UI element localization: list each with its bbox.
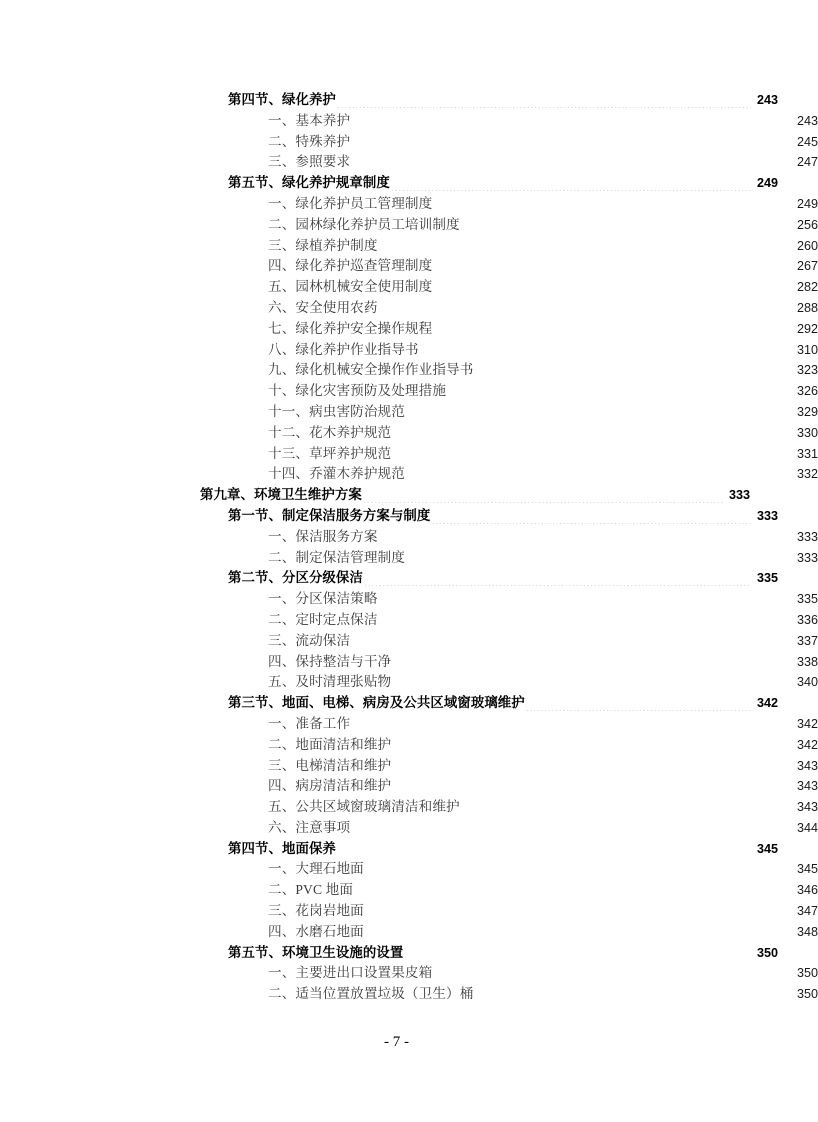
toc-dot-leader — [406, 419, 791, 420]
toc-entry-page-number: 331 — [796, 446, 818, 461]
toc-entry-title: 三、电梯清洁和维护 — [268, 757, 392, 773]
toc-entry-page-number: 338 — [796, 654, 818, 669]
toc-entry-title: 七、绿化养护安全操作规程 — [268, 320, 433, 336]
toc-entry-section[interactable] — [228, 943, 778, 964]
toc-entry-title: 四、病房清洁和维护 — [268, 778, 392, 794]
toc-dot-leader — [379, 544, 791, 545]
toc-entry-page-number: 310 — [796, 342, 818, 357]
toc-entry-page-number: 342 — [756, 696, 778, 711]
toc-entry-title: 一、分区保洁策略 — [268, 591, 378, 607]
toc-dot-leader — [474, 1001, 791, 1002]
toc-entry-item[interactable] — [268, 256, 818, 277]
toc-entry-title: 第四节、绿化养护 — [228, 92, 336, 107]
toc-entry-item[interactable] — [268, 776, 818, 797]
toc-entry-item[interactable] — [268, 402, 818, 423]
toc-entry-page-number: 329 — [796, 404, 818, 419]
toc-dot-leader — [364, 585, 751, 586]
toc-entry-page-number: 340 — [796, 675, 818, 690]
toc-entry-title: 一、准备工作 — [268, 715, 351, 731]
toc-entry-item[interactable] — [268, 298, 818, 319]
toc-dot-leader — [406, 564, 791, 565]
toc-entry-page-number: 344 — [796, 820, 818, 835]
toc-entry-title: 五、园林机械安全使用制度 — [268, 279, 433, 295]
toc-dot-leader — [433, 294, 791, 295]
toc-entry-page-number: 267 — [796, 259, 818, 274]
toc-entry-title: 第五节、绿化养护规章制度 — [228, 175, 390, 191]
toc-entry-title: 八、绿化养护作业指导书 — [268, 341, 419, 357]
toc-entry-item[interactable] — [268, 859, 818, 880]
toc-entry-item[interactable] — [268, 631, 818, 652]
toc-entry-title: 三、花岗岩地面 — [268, 903, 364, 919]
toc-entry-title: 十、绿化灾害预防及处理措施 — [268, 383, 447, 399]
toc-dot-leader — [337, 107, 751, 108]
toc-dot-leader — [351, 128, 791, 129]
toc-entry-page-number: 256 — [796, 217, 818, 232]
toc-entry-page-number: 243 — [756, 93, 778, 107]
toc-dot-leader — [392, 689, 791, 690]
toc-entry-item[interactable] — [268, 672, 818, 693]
toc-entry-page-number: 245 — [796, 134, 818, 149]
toc-dot-leader — [433, 273, 791, 274]
toc-dot-leader — [351, 148, 791, 149]
page-number-label: - 7 - — [384, 1034, 409, 1050]
toc-entry-title: 一、保洁服务方案 — [268, 528, 378, 544]
toc-entry-title: 二、地面清洁和维护 — [268, 736, 392, 752]
toc-entry-page-number: 345 — [796, 862, 818, 877]
toc-entry-title: 第二节、分区分级保洁 — [228, 570, 363, 586]
toc-entry-item[interactable] — [268, 340, 818, 361]
toc-entry-page-number: 343 — [796, 800, 818, 815]
toc-entry-item[interactable] — [268, 215, 818, 236]
toc-entry-item[interactable] — [268, 236, 818, 257]
toc-entry-title: 四、保持整洁与干净 — [268, 653, 392, 669]
toc-dot-leader — [351, 169, 791, 170]
toc-entry-page-number: 342 — [796, 737, 818, 752]
toc-entry-item[interactable] — [268, 880, 818, 901]
toc-entry-page-number: 337 — [796, 633, 818, 648]
toc-entry-item[interactable] — [268, 319, 818, 340]
toc-entry-item[interactable] — [268, 381, 818, 402]
toc-dot-leader — [420, 356, 791, 357]
toc-entry-item[interactable] — [268, 111, 818, 132]
toc-entry-title: 六、注意事项 — [268, 819, 351, 835]
toc-entry-page-number: 288 — [796, 300, 818, 315]
toc-entry-page-number: 342 — [796, 716, 818, 731]
toc-entry-item[interactable] — [268, 735, 818, 756]
toc-dot-leader — [392, 460, 791, 461]
toc-entry-title: 二、制定保洁管理制度 — [268, 549, 405, 565]
toc-dot-leader — [365, 939, 791, 940]
toc-entry-item[interactable] — [268, 152, 818, 173]
toc-entry-title: 四、绿化养护巡查管理制度 — [268, 258, 433, 274]
toc-entry-page-number: 282 — [796, 280, 818, 295]
page-footer — [0, 1034, 793, 1051]
toc-entry-item[interactable] — [268, 922, 818, 943]
toc-entry-page-number: 350 — [756, 945, 778, 960]
toc-entry-title: 十四、乔灌木养护规范 — [268, 466, 405, 482]
toc-entry-title: 六、安全使用农药 — [268, 299, 378, 315]
toc-entry-item[interactable] — [268, 984, 818, 1005]
toc-entry-page-number: 249 — [796, 196, 818, 211]
toc-dot-leader — [391, 190, 751, 191]
toc-dot-leader — [365, 918, 791, 919]
toc-entry-page-number: 343 — [796, 779, 818, 794]
toc-dot-leader — [474, 377, 791, 378]
toc-entry-item[interactable] — [268, 132, 818, 153]
toc-dot-leader — [447, 398, 791, 399]
toc-entry-item[interactable] — [268, 464, 818, 485]
toc-dot-leader — [351, 648, 791, 649]
toc-dot-leader — [337, 855, 751, 856]
toc-dot-leader — [526, 710, 751, 711]
toc-entry-item[interactable] — [268, 652, 818, 673]
toc-dot-leader — [461, 232, 791, 233]
toc-dot-leader — [406, 481, 791, 482]
toc-dot-leader — [365, 876, 791, 877]
toc-entry-page-number: 326 — [796, 384, 818, 399]
toc-dot-leader — [351, 731, 791, 732]
toc-dot-leader — [433, 980, 791, 981]
toc-entry-title: 十二、花木养护规范 — [268, 424, 392, 440]
toc-entry-title: 二、园林绿化养护员工培训制度 — [268, 216, 460, 232]
toc-entry-title: 二、适当位置放置垃圾（卫生）桶 — [268, 986, 474, 1002]
toc-entry-page-number: 346 — [796, 883, 818, 898]
toc-entry-item[interactable] — [268, 444, 818, 465]
toc-dot-leader — [392, 772, 791, 773]
toc-entry-title: 一、主要进出口设置果皮箱 — [268, 965, 433, 981]
toc-entry-title: 十一、病虫害防治规范 — [268, 403, 405, 419]
toc-dot-leader — [354, 897, 791, 898]
toc-dot-leader — [363, 502, 723, 503]
toc-entry-item[interactable] — [268, 797, 818, 818]
toc-entry-section[interactable] — [228, 839, 778, 860]
toc-entry-title: 第一节、制定保洁服务方案与制度 — [228, 507, 431, 523]
toc-entry-title: 三、参照要求 — [268, 154, 351, 170]
toc-dot-leader — [461, 814, 791, 815]
toc-entry-section[interactable] — [228, 173, 778, 194]
toc-entry-title: 第三节、地面、电梯、病房及公共区域窗玻璃维护 — [228, 695, 525, 711]
toc-entry-page-number: 260 — [796, 238, 818, 253]
toc-entry-title: 第五节、环境卫生设施的设置 — [228, 944, 404, 960]
toc-dot-leader — [379, 627, 791, 628]
toc-dot-leader — [433, 211, 791, 212]
toc-entry-title: 三、流动保洁 — [268, 632, 351, 648]
toc-dot-leader — [351, 835, 791, 836]
toc-entry-item[interactable] — [268, 360, 818, 381]
toc-entry-title: 三、绿植养护制度 — [268, 237, 378, 253]
toc-dot-leader — [433, 336, 791, 337]
toc-entry-title: 五、及时清理张贴物 — [268, 674, 392, 690]
toc-entry-item[interactable] — [268, 714, 818, 735]
toc-entry-item[interactable] — [268, 818, 818, 839]
toc-entry-item[interactable] — [268, 589, 818, 610]
toc-entry-page-number: 347 — [796, 904, 818, 919]
toc-dot-leader — [392, 793, 791, 794]
toc-entry-item[interactable] — [268, 527, 818, 548]
toc-entry-page-number: 332 — [796, 467, 818, 482]
toc-entry-page-number: 333 — [728, 488, 750, 503]
toc-entry-page-number: 345 — [756, 841, 778, 856]
toc-entry-section[interactable] — [228, 90, 778, 111]
toc-entry-title: 九、绿化机械安全操作作业指导书 — [268, 362, 474, 378]
toc-entry-page-number: 247 — [796, 155, 818, 170]
toc-entry-chapter[interactable] — [200, 485, 750, 506]
toc-entry-title: 五、公共区域窗玻璃清洁和维护 — [268, 799, 460, 815]
toc-entry-page-number: 336 — [796, 612, 818, 627]
toc-entry-title: 二、特殊养护 — [268, 133, 351, 149]
toc-entry-title: 第九章、环境卫生维护方案 — [200, 487, 362, 503]
toc-entry-page-number: 348 — [796, 924, 818, 939]
table-of-contents — [200, 90, 818, 1005]
toc-entry-section[interactable] — [228, 693, 778, 714]
toc-entry-section[interactable] — [228, 568, 778, 589]
toc-entry-item[interactable] — [268, 610, 818, 631]
toc-dot-leader — [392, 668, 791, 669]
toc-dot-leader — [379, 606, 791, 607]
toc-entry-title: 一、大理石地面 — [268, 861, 364, 877]
toc-entry-page-number: 330 — [796, 425, 818, 440]
toc-entry-item[interactable] — [268, 548, 818, 569]
toc-entry-page-number: 333 — [796, 529, 818, 544]
toc-dot-leader — [392, 752, 791, 753]
toc-entry-page-number: 323 — [796, 363, 818, 378]
toc-entry-title: 二、PVC 地面 — [268, 882, 354, 898]
toc-dot-leader — [404, 959, 751, 960]
toc-entry-page-number: 335 — [756, 571, 778, 586]
toc-entry-page-number: 333 — [756, 508, 778, 523]
toc-entry-page-number: 335 — [796, 592, 818, 607]
toc-entry-title: 一、基本养护 — [268, 112, 351, 128]
toc-entry-page-number: 243 — [796, 113, 818, 128]
toc-entry-title: 四、水磨石地面 — [268, 923, 364, 939]
toc-entry-title: 二、定时定点保洁 — [268, 611, 378, 627]
toc-entry-page-number: 343 — [796, 758, 818, 773]
toc-entry-item[interactable] — [268, 423, 818, 444]
toc-entry-page-number: 292 — [796, 321, 818, 336]
toc-entry-item[interactable] — [268, 963, 818, 984]
toc-entry-item[interactable] — [268, 277, 818, 298]
toc-entry-title: 十三、草坪养护规范 — [268, 445, 392, 461]
toc-dot-leader — [392, 440, 791, 441]
toc-entry-section[interactable] — [228, 506, 778, 527]
toc-dot-leader — [379, 252, 791, 253]
toc-entry-item[interactable] — [268, 194, 818, 215]
toc-dot-leader — [379, 315, 791, 316]
toc-entry-item[interactable] — [268, 901, 818, 922]
toc-entry-page-number: 350 — [796, 987, 818, 1002]
toc-entry-title: 一、绿化养护员工管理制度 — [268, 195, 433, 211]
toc-entry-page-number: 350 — [796, 966, 818, 981]
toc-entry-page-number: 249 — [756, 176, 778, 191]
toc-entry-page-number: 333 — [796, 550, 818, 565]
toc-entry-title: 第四节、地面保养 — [228, 840, 336, 856]
toc-dot-leader — [431, 523, 751, 524]
toc-entry-item[interactable] — [268, 756, 818, 777]
